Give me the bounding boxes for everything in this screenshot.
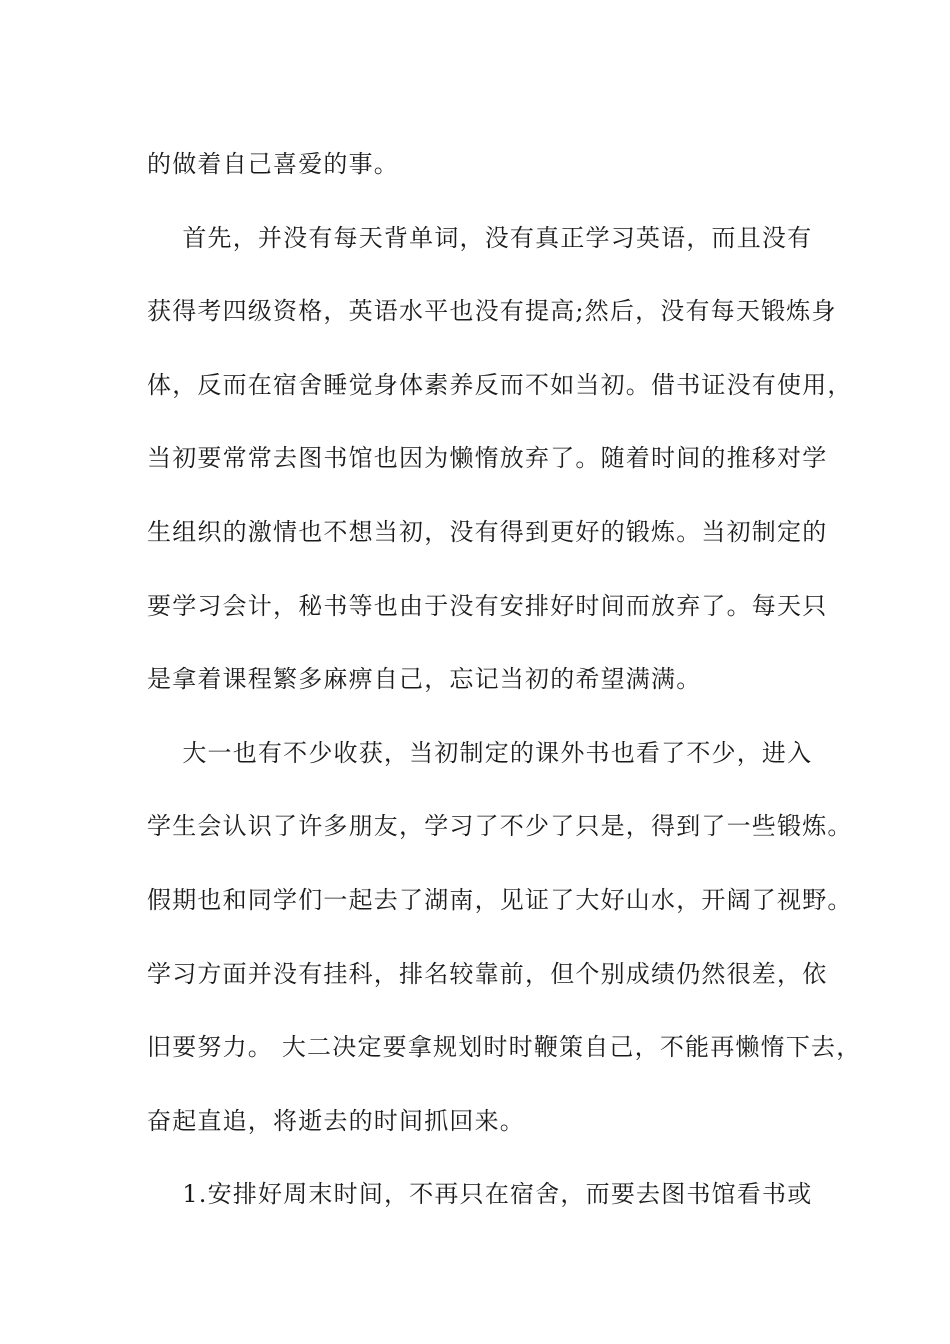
- body-text: [147, 128, 862, 1232]
- text-line: 获得考四级资格，英语水平也没有提高;然后，没有每天锻炼身: [147, 297, 837, 326]
- text-line: 是拿着课程繁多麻痹自己，忘记当初的希望满满。: [147, 665, 702, 694]
- text-line: 首先，并没有每天背单词，没有真正学习英语，而且没有: [147, 223, 813, 252]
- text-line: 旧要努力。 大二决定要拿规划时时鞭策自己，不能再懒惰下去，: [147, 1033, 862, 1062]
- text-line: 生组织的激情也不想当初，没有得到更好的锻炼。当初制定的: [147, 517, 828, 546]
- text-line: 奋起直追，将逝去的时间抓回来。: [147, 1106, 525, 1135]
- text-line: 体，反而在宿舍睡觉身体素养反而不如当初。借书证没有使用，: [147, 370, 853, 399]
- text-line: 当初要常常去图书馆也因为懒惰放弃了。随着时间的推移对学: [147, 444, 828, 473]
- text-line: 学习方面并没有挂科，排名较靠前，但个别成绩仍然很差，依: [147, 959, 828, 988]
- text-line: 大一也有不少收获，当初制定的课外书也看了不少，进入: [147, 738, 813, 767]
- text-line: 1.安排好周末时间，不再只在宿舍，而要去图书馆看书或: [147, 1180, 813, 1209]
- text-line: 假期也和同学们一起去了湖南，见证了大好山水，开阔了视野。: [147, 885, 853, 914]
- text-line: 要学习会计，秘书等也由于没有安排好时间而放弃了。每天只: [147, 591, 828, 620]
- text-line: 的做着自己喜爱的事。: [147, 150, 399, 178]
- text-line: 学生会认识了许多朋友，学习了不少了只是，得到了一些锻炼。: [147, 812, 853, 841]
